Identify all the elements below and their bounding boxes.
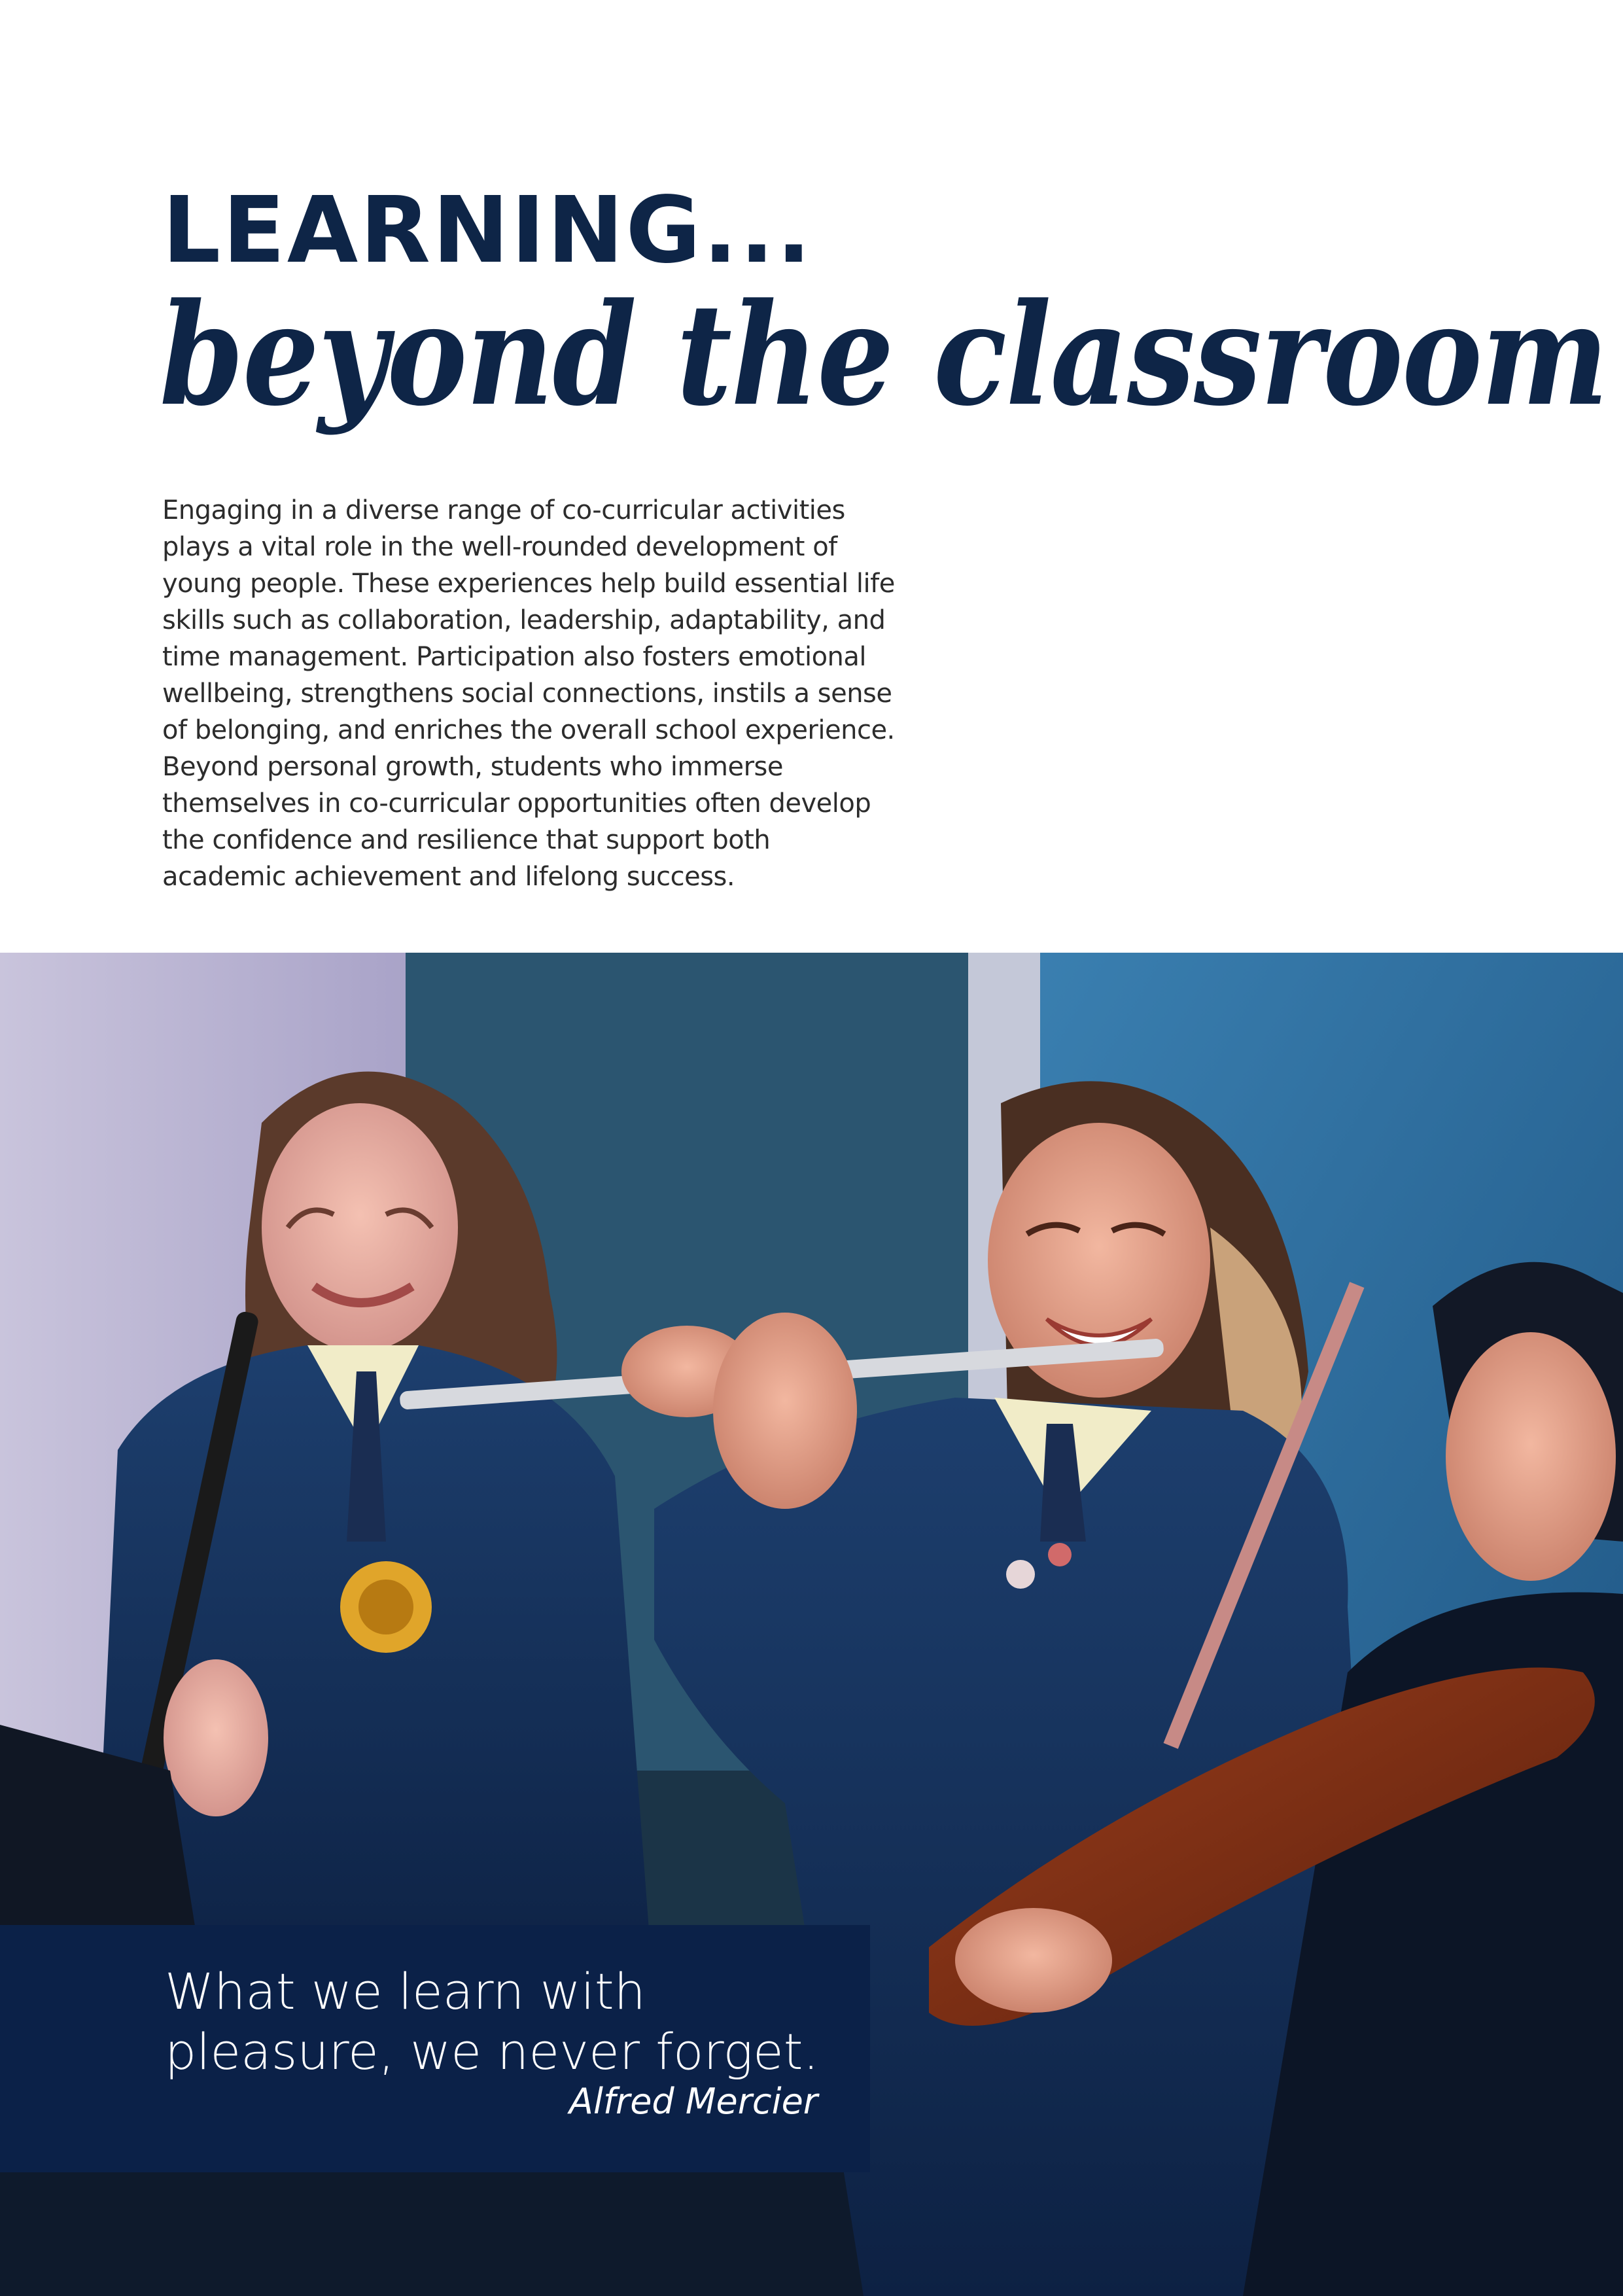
- intro-paragraph: Engaging in a diverse range of co-curricular activities plays a vital role in the well-rounded development of young people. These experiences help build essential life skills such as collaboration, leadership, adaptability, and time management. Participation also fosters emotional wellbeing, strengthens social connections, instils a sense of belonging, and enriches the overall school experience. Beyond personal growth, students who immerse themselves in co-curricular opportunities often develop the confidence and resilience that support both academic achievement and lifelong success.: [162, 495, 895, 892]
- quote-text: What we learn with pleasure, we never forget.: [165, 1962, 819, 2081]
- page-title: LEARNING...: [162, 177, 813, 284]
- page-subtitle: beyond the classroom: [160, 273, 1608, 437]
- quote-author: Alfred Mercier: [569, 2081, 818, 2122]
